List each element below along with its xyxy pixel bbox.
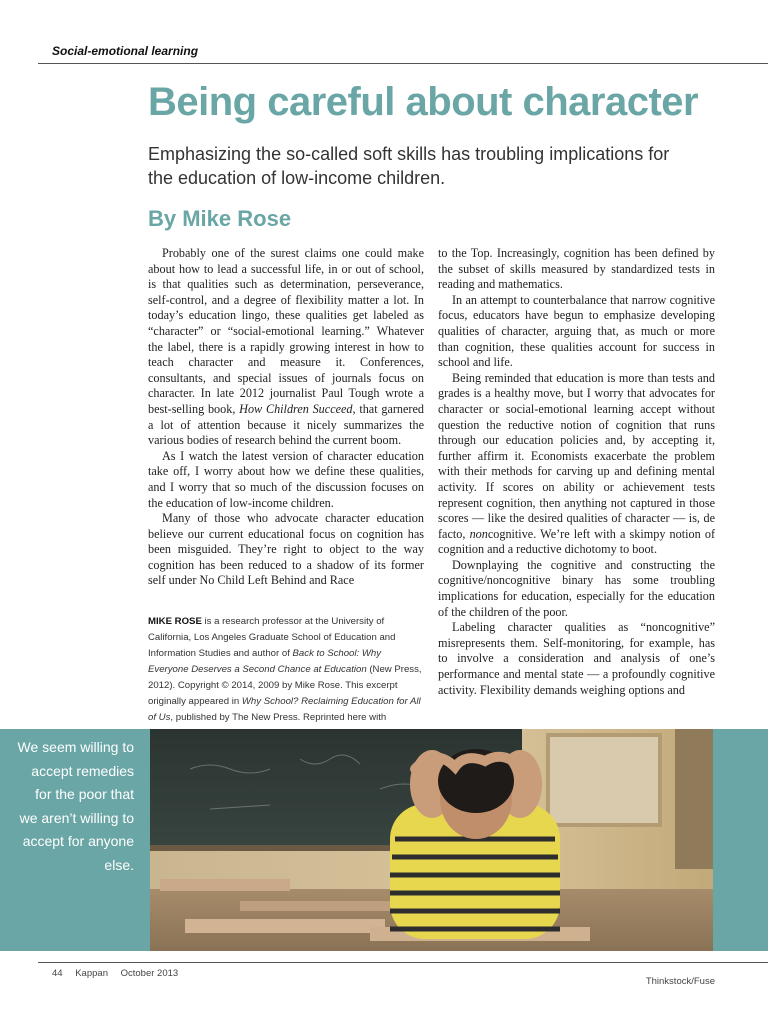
article-title: Being careful about character xyxy=(148,80,699,124)
emphasis: non xyxy=(469,526,488,541)
paragraph: Probably one of the surest claims one could make about how to lead a successful life, in or out of school, is that qualities such as determination, perseverance, self-control, and a degree of flexibility matter a lot. In today’s education lingo, these qualities get labeled as “character” or “social-emotional learning.” Whatever the label, there is a rapidly growing interest in how to teach character and measure it. Conferences, consultants, and special issues of journals focus on character. In late 2012 journalist Paul Tough wrote a best-selling book, How Children Succeed, that garnered a lot of attention because it nicely summarizes the various bodies of research behind the current boom. xyxy=(148,246,424,448)
section-label: Social-emotional learning xyxy=(52,44,199,58)
footer-rule xyxy=(38,962,768,963)
body-column-left xyxy=(148,246,424,589)
author-bio: MIKE ROSE is a research professor at the University of California, Los Angeles Graduate School of Education and Information Studies and author of Back to School: Why Everyone Deserves a Second Chance at Education (New Press, 2012). Copyright © 2014, 2009 by Mike Rose. This excerpt originally appeared in Why School? Reclaiming Education for All of Us, published by The New Press. Reprinted here with xyxy=(148,616,422,723)
paragraph: As I watch the latest version of character education take off, I worry about how we define these qualities, and I worry that so much of the discussion focuses on the education of low-income children. xyxy=(148,448,424,510)
book-title: How Children Succeed xyxy=(239,401,353,416)
header-rule xyxy=(38,63,768,64)
article-subtitle: Emphasizing the so-called soft skills has troubling implications for the education of low-income children. xyxy=(148,144,670,188)
paragraph: Downplaying the cognitive and constructing the cognitive/noncognitive binary has some troubling implications for education, especially for the education of the children of the poor. xyxy=(438,557,715,619)
classroom-photo xyxy=(150,729,713,951)
paragraph: Many of those who advocate character education believe our current educational focus on cognition has been misguided. They’re right to object to the way cognition has been reduced to a shadow of its former self under No Child Left Behind and Race xyxy=(148,511,424,588)
issue-date: October 2013 xyxy=(120,968,179,979)
byline: By Mike Rose xyxy=(148,206,292,231)
footer-left xyxy=(52,968,188,979)
publication-name: Kappan xyxy=(75,968,108,979)
author-name: MIKE ROSE xyxy=(148,616,202,627)
page-number: 44 xyxy=(52,968,63,979)
body-column-right xyxy=(438,246,715,698)
paragraph: Being reminded that education is more than tests and grades is a healthy move, but I worry that advocates for character or social-emotional learning accept without question the reductive notion of cognition that runs through our education policies and, by accepting it, further affirm it. Economists exacerbate the problem with their methods for carving up and defining mental activity. If scores on ability or achievement tests represent cognition, then anything not captured in those scores — like the desired qualities of character — is, de facto, noncognitive. We’re left with a skimpy notion of cognition and a reductive dichotomy to boot. xyxy=(438,370,716,557)
paragraph: to the Top. Increasingly, cognition has been defined by the subset of skills measured by standardized tests in reading and mathematics. xyxy=(438,246,715,292)
paragraph: In an attempt to counterbalance that narrow cognitive focus, educators have begun to emphasize developing qualities of character, arguing that, as much or more than cognition, these qualities account for success in school and life. xyxy=(438,292,715,370)
paragraph: Labeling character qualities as “noncognitive” misrepresents them. Self-monitoring, for example, has to involve a consideration and analysis of one’s performance and mental state — a profoundly cognitive activity. Flexibility demands weighing options and xyxy=(438,620,715,697)
photo-credit: Thinkstock/Fuse xyxy=(645,976,715,987)
pull-quote: We seem willing to accept remedies for the poor that we aren’t willing to accept for anyone else. xyxy=(17,739,134,873)
